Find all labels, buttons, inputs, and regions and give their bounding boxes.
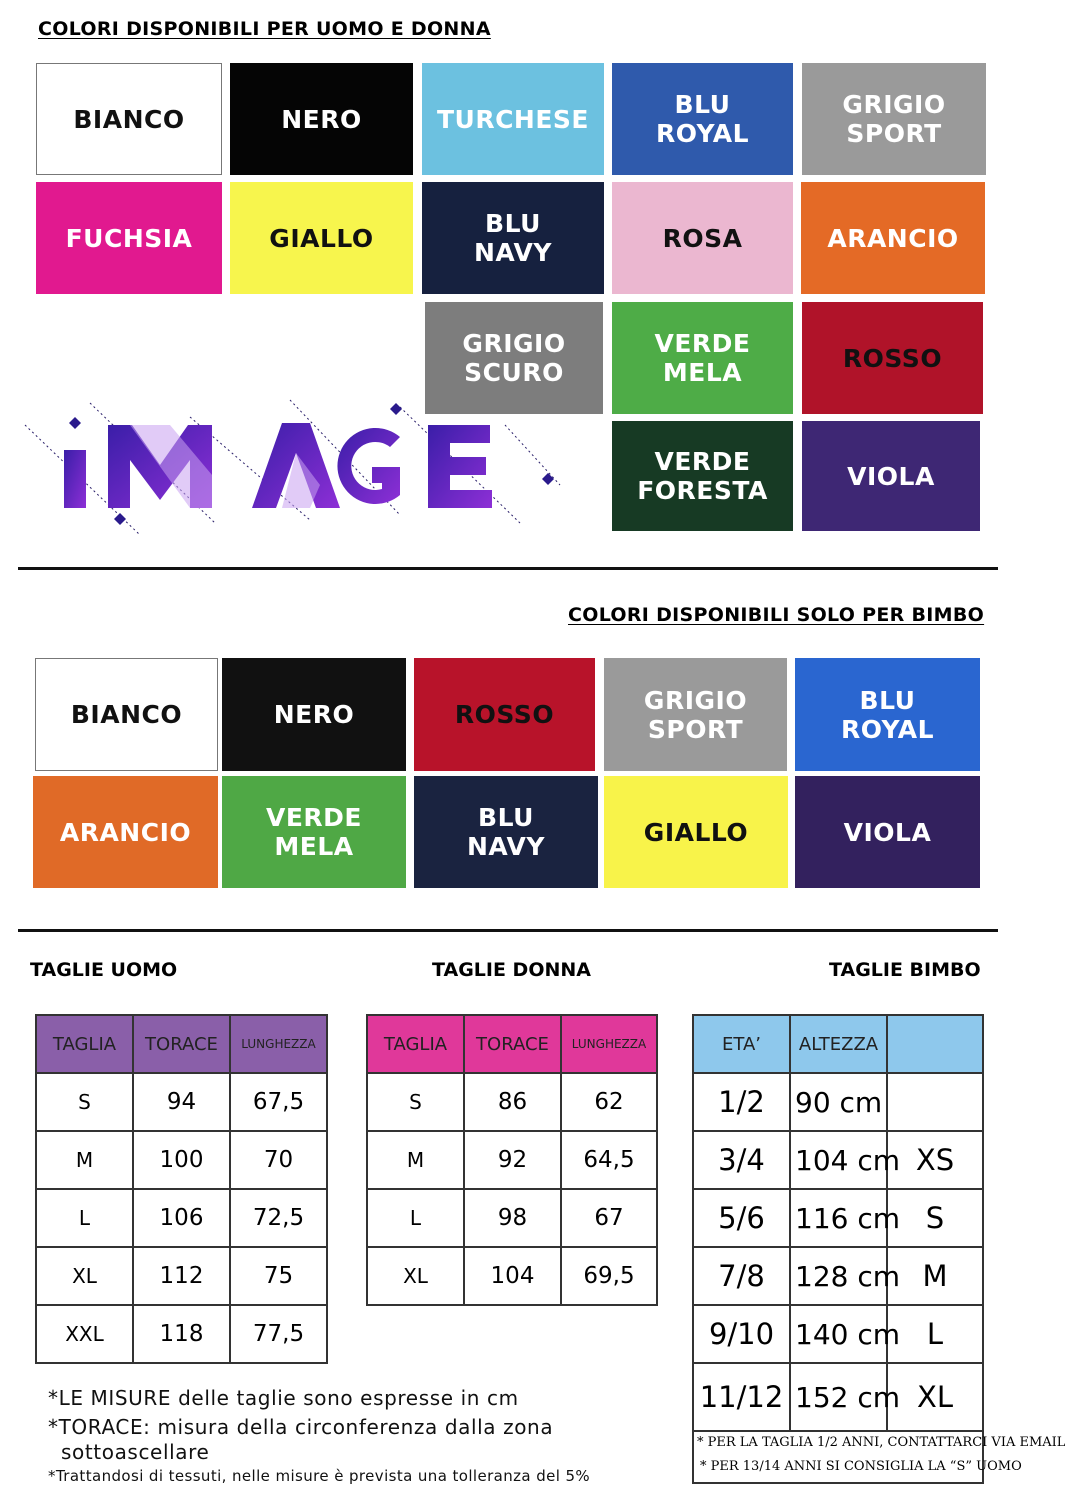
adult-color-swatch: BLU ROYAL bbox=[612, 63, 793, 175]
adult-color-swatch: FUCHSIA bbox=[36, 182, 222, 294]
table-cell: S bbox=[36, 1073, 133, 1131]
adult-color-swatch: ROSSO bbox=[802, 302, 983, 414]
table-cell: 112 bbox=[133, 1247, 230, 1305]
table-row bbox=[693, 1305, 983, 1363]
table-row bbox=[693, 1131, 983, 1189]
column-header: TAGLIA bbox=[367, 1015, 464, 1073]
adult-color-swatch: ROSA bbox=[612, 182, 793, 294]
table-cell: 67 bbox=[561, 1189, 657, 1247]
adult-color-swatch: GIALLO bbox=[230, 182, 413, 294]
table-cell: 9/10 bbox=[693, 1305, 790, 1363]
adult-color-swatch: TURCHESE bbox=[422, 63, 604, 175]
table-row bbox=[367, 1247, 657, 1305]
table-cell: XL bbox=[367, 1247, 464, 1305]
column-header: LUNGHEZZA bbox=[230, 1015, 327, 1073]
column-header: ETA’ bbox=[693, 1015, 790, 1073]
note-line: *Trattandosi di tessuti, nelle misure è prevista una tolleranza del 5% bbox=[48, 1467, 591, 1485]
table-row bbox=[36, 1189, 327, 1247]
column-header: ALTEZZA bbox=[790, 1015, 887, 1073]
column-header: LUNGHEZZA bbox=[561, 1015, 657, 1073]
table-row bbox=[367, 1189, 657, 1247]
table-cell: L bbox=[367, 1189, 464, 1247]
table-cell: 100 bbox=[133, 1131, 230, 1189]
kid-note: * PER LA TAGLIA 1/2 ANNI, CONTATTARCI VIA EMAIL bbox=[697, 1435, 1065, 1450]
table-cell: 75 bbox=[230, 1247, 327, 1305]
table-cell: 72,5 bbox=[230, 1189, 327, 1247]
table-cell: 94 bbox=[133, 1073, 230, 1131]
men-sizes-title: TAGLIE UOMO bbox=[30, 959, 178, 981]
column-header: TORACE bbox=[464, 1015, 561, 1073]
table-cell: 152 cm bbox=[790, 1363, 887, 1431]
note-line: *LE MISURE delle taglie sono espresse in cm bbox=[48, 1386, 519, 1410]
kid-note: * PER 13/14 ANNI SI CONSIGLIA LA “S” UOMO bbox=[700, 1459, 1022, 1474]
table-cell: XL bbox=[36, 1247, 133, 1305]
table-cell: S bbox=[887, 1189, 983, 1247]
note-line: sottoascellare bbox=[61, 1440, 210, 1464]
men-size-table bbox=[35, 1014, 328, 1364]
table-cell: 118 bbox=[133, 1305, 230, 1363]
kid-color-swatch: BLU ROYAL bbox=[795, 658, 980, 771]
table-cell: 70 bbox=[230, 1131, 327, 1189]
kid-color-swatch: VERDE MELA bbox=[222, 776, 406, 888]
table-cell: L bbox=[36, 1189, 133, 1247]
table-row bbox=[367, 1131, 657, 1189]
adult-color-swatch: VERDE FORESTA bbox=[612, 421, 793, 531]
kid-color-swatch: VIOLA bbox=[795, 776, 980, 888]
table-row bbox=[36, 1305, 327, 1363]
adult-color-swatch: BLU NAVY bbox=[422, 182, 604, 294]
table-cell: M bbox=[367, 1131, 464, 1189]
adult-colors-title: COLORI DISPONIBILI PER UOMO E DONNA bbox=[38, 18, 491, 40]
table-cell: 106 bbox=[133, 1189, 230, 1247]
kid-color-swatch: NERO bbox=[222, 658, 406, 771]
kid-color-swatch: GRIGIO SPORT bbox=[604, 658, 787, 771]
table-cell: 77,5 bbox=[230, 1305, 327, 1363]
table-cell: 104 cm bbox=[790, 1131, 887, 1189]
women-sizes-title: TAGLIE DONNA bbox=[432, 959, 591, 981]
table-cell: S bbox=[367, 1073, 464, 1131]
table-cell: 11/12 bbox=[693, 1363, 790, 1431]
table-cell: 69,5 bbox=[561, 1247, 657, 1305]
adult-color-swatch: GRIGIO SCURO bbox=[425, 302, 603, 414]
kid-color-swatch: ROSSO bbox=[414, 658, 595, 771]
table-row bbox=[693, 1247, 983, 1305]
adult-color-swatch: NERO bbox=[230, 63, 413, 175]
table-cell: XL bbox=[887, 1363, 983, 1431]
table-cell: 98 bbox=[464, 1189, 561, 1247]
kid-sizes-title: TAGLIE BIMBO bbox=[829, 959, 981, 981]
table-cell: 1/2 bbox=[693, 1073, 790, 1131]
kid-color-swatch: GIALLO bbox=[604, 776, 788, 888]
table-row bbox=[693, 1363, 983, 1431]
table-cell: 140 cm bbox=[790, 1305, 887, 1363]
section-divider bbox=[18, 567, 998, 570]
women-size-table bbox=[366, 1014, 658, 1306]
column-header: TORACE bbox=[133, 1015, 230, 1073]
adult-color-swatch: GRIGIO SPORT bbox=[802, 63, 986, 175]
table-cell: XXL bbox=[36, 1305, 133, 1363]
table-row bbox=[36, 1131, 327, 1189]
adult-color-swatch: BIANCO bbox=[36, 63, 222, 175]
kid-color-swatch: BIANCO bbox=[35, 658, 218, 771]
table-row bbox=[36, 1073, 327, 1131]
table-cell: 92 bbox=[464, 1131, 561, 1189]
kid-color-swatch: BLU NAVY bbox=[414, 776, 598, 888]
table-cell: M bbox=[887, 1247, 983, 1305]
kid-colors-title: COLORI DISPONIBILI SOLO PER BIMBO bbox=[568, 604, 985, 626]
note-line: *TORACE: misura della circonferenza dalla zona bbox=[48, 1415, 554, 1439]
section-divider bbox=[18, 929, 998, 932]
table-cell: M bbox=[36, 1131, 133, 1189]
table-cell: L bbox=[887, 1305, 983, 1363]
table-row bbox=[367, 1073, 657, 1131]
table-row bbox=[693, 1189, 983, 1247]
adult-color-swatch: ARANCIO bbox=[801, 182, 985, 294]
kid-color-swatch: ARANCIO bbox=[33, 776, 218, 888]
table-cell: 67,5 bbox=[230, 1073, 327, 1131]
table-cell: 104 bbox=[464, 1247, 561, 1305]
table-cell: 90 cm bbox=[790, 1073, 887, 1131]
table-cell bbox=[887, 1073, 983, 1131]
kid-size-table bbox=[692, 1014, 1065, 1484]
image-logo bbox=[20, 395, 580, 545]
table-cell: 62 bbox=[561, 1073, 657, 1131]
table-cell: XS bbox=[887, 1131, 983, 1189]
table-cell: 128 cm bbox=[790, 1247, 887, 1305]
adult-color-swatch: VIOLA bbox=[802, 421, 980, 531]
table-cell: 3/4 bbox=[693, 1131, 790, 1189]
table-row bbox=[36, 1247, 327, 1305]
table-cell: 116 cm bbox=[790, 1189, 887, 1247]
table-row bbox=[693, 1073, 983, 1131]
table-cell: 64,5 bbox=[561, 1131, 657, 1189]
table-cell: 86 bbox=[464, 1073, 561, 1131]
table-cell: 7/8 bbox=[693, 1247, 790, 1305]
table-cell: 5/6 bbox=[693, 1189, 790, 1247]
column-header: TAGLIA bbox=[36, 1015, 133, 1073]
adult-color-swatch: VERDE MELA bbox=[612, 302, 793, 414]
column-header bbox=[887, 1015, 983, 1073]
